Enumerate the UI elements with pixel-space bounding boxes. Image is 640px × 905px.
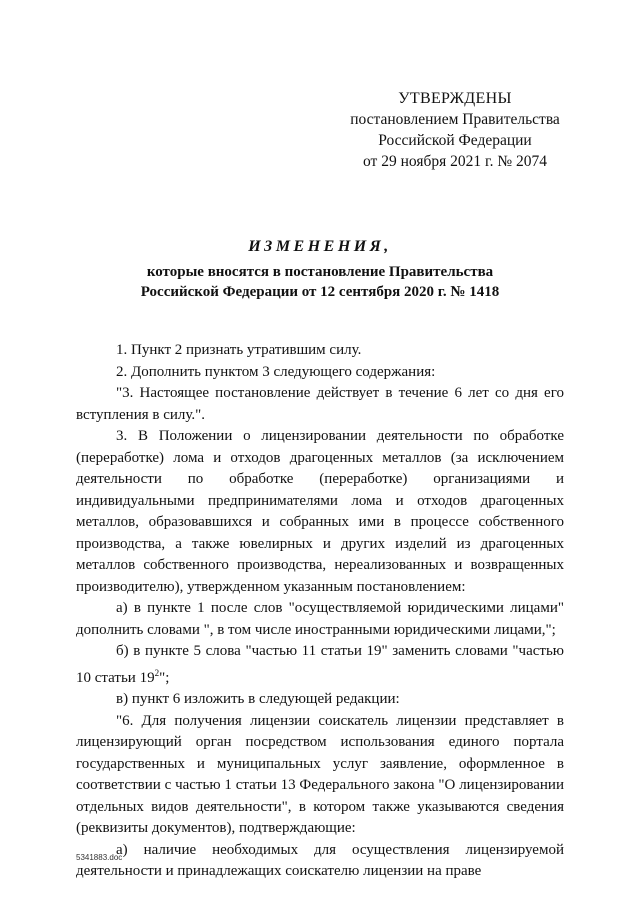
paragraph-3: "3. Настоящее постановление действует в течение 6 лет со дня его вступления в силу.". (76, 385, 564, 423)
document-subtitle (70, 262, 570, 302)
paragraph-8: "6. Для получения лицензии соискатель лицензии представляет в лицензирующий орган посредством использования единого портала государственных и муниципальных услуг заявление, оформленное в соответствии с частью 1 статьи 13 Федерального закона "О лицензировании отдельных видов деятельности", в котором также указываются сведения (реквизиты документов), подтверждающие: (76, 712, 564, 836)
approval-line-2: Российской Федерации (378, 132, 532, 149)
subtitle-line-2: Российской Федерации от 12 сентября 2020 г. № 1418 (140, 284, 500, 300)
approval-line-3: от 29 ноября 2021 г. № 2074 (363, 153, 547, 170)
document-title: ИЗМЕНЕНИЯ, (248, 238, 392, 255)
approval-block (340, 88, 570, 172)
superscript: 2 (154, 667, 160, 678)
paragraph-2: 2. Дополнить пунктом 3 следующего содержания: (116, 363, 436, 380)
paragraph-6-text: б) в пункте 5 слова "частью 11 статьи 19" заменить словами "частью 10 статьи 19 (76, 643, 564, 686)
paragraph-5: а) в пункте 1 после слов "осуществляемой юридическими лицами" дополнить словами ", в том числе иностранными юридическими лицами,"; (76, 600, 564, 638)
approval-heading: УТВЕРЖДЕНЫ (398, 90, 512, 107)
subtitle-line-1: которые вносятся в постановление Правительства (146, 264, 494, 280)
file-reference: 5341883.doc (76, 853, 123, 862)
approval-line-1: постановлением Правительства (350, 111, 560, 128)
paragraph-4: 3. В Положении о лицензировании деятельности по обработке (переработке) лома и отходов драгоценных металлов (за исключением деятельности по обработке (переработке) организациями и индивидуальными предпринимателями лома и отходов драгоценных металлов, образовавшихся и собранных ими в процессе собственного производства, а также ювелирных и других изделий из драгоценных металлов собственного производства, нереализованных и возвращенных производителю), утвержденном указанным постановлением: (76, 428, 564, 595)
document-body (76, 340, 564, 883)
paragraph-1: 1. Пункт 2 признать утратившим силу. (116, 342, 362, 358)
paragraph-6 (76, 641, 564, 689)
paragraph-6-end: "; (159, 669, 170, 686)
paragraph-9: а) наличие необходимых для осуществления лицензируемой деятельности и принадлежащих соискателю лицензии на праве (76, 841, 564, 879)
paragraph-7: в) пункт 6 изложить в следующей редакции: (116, 691, 400, 707)
